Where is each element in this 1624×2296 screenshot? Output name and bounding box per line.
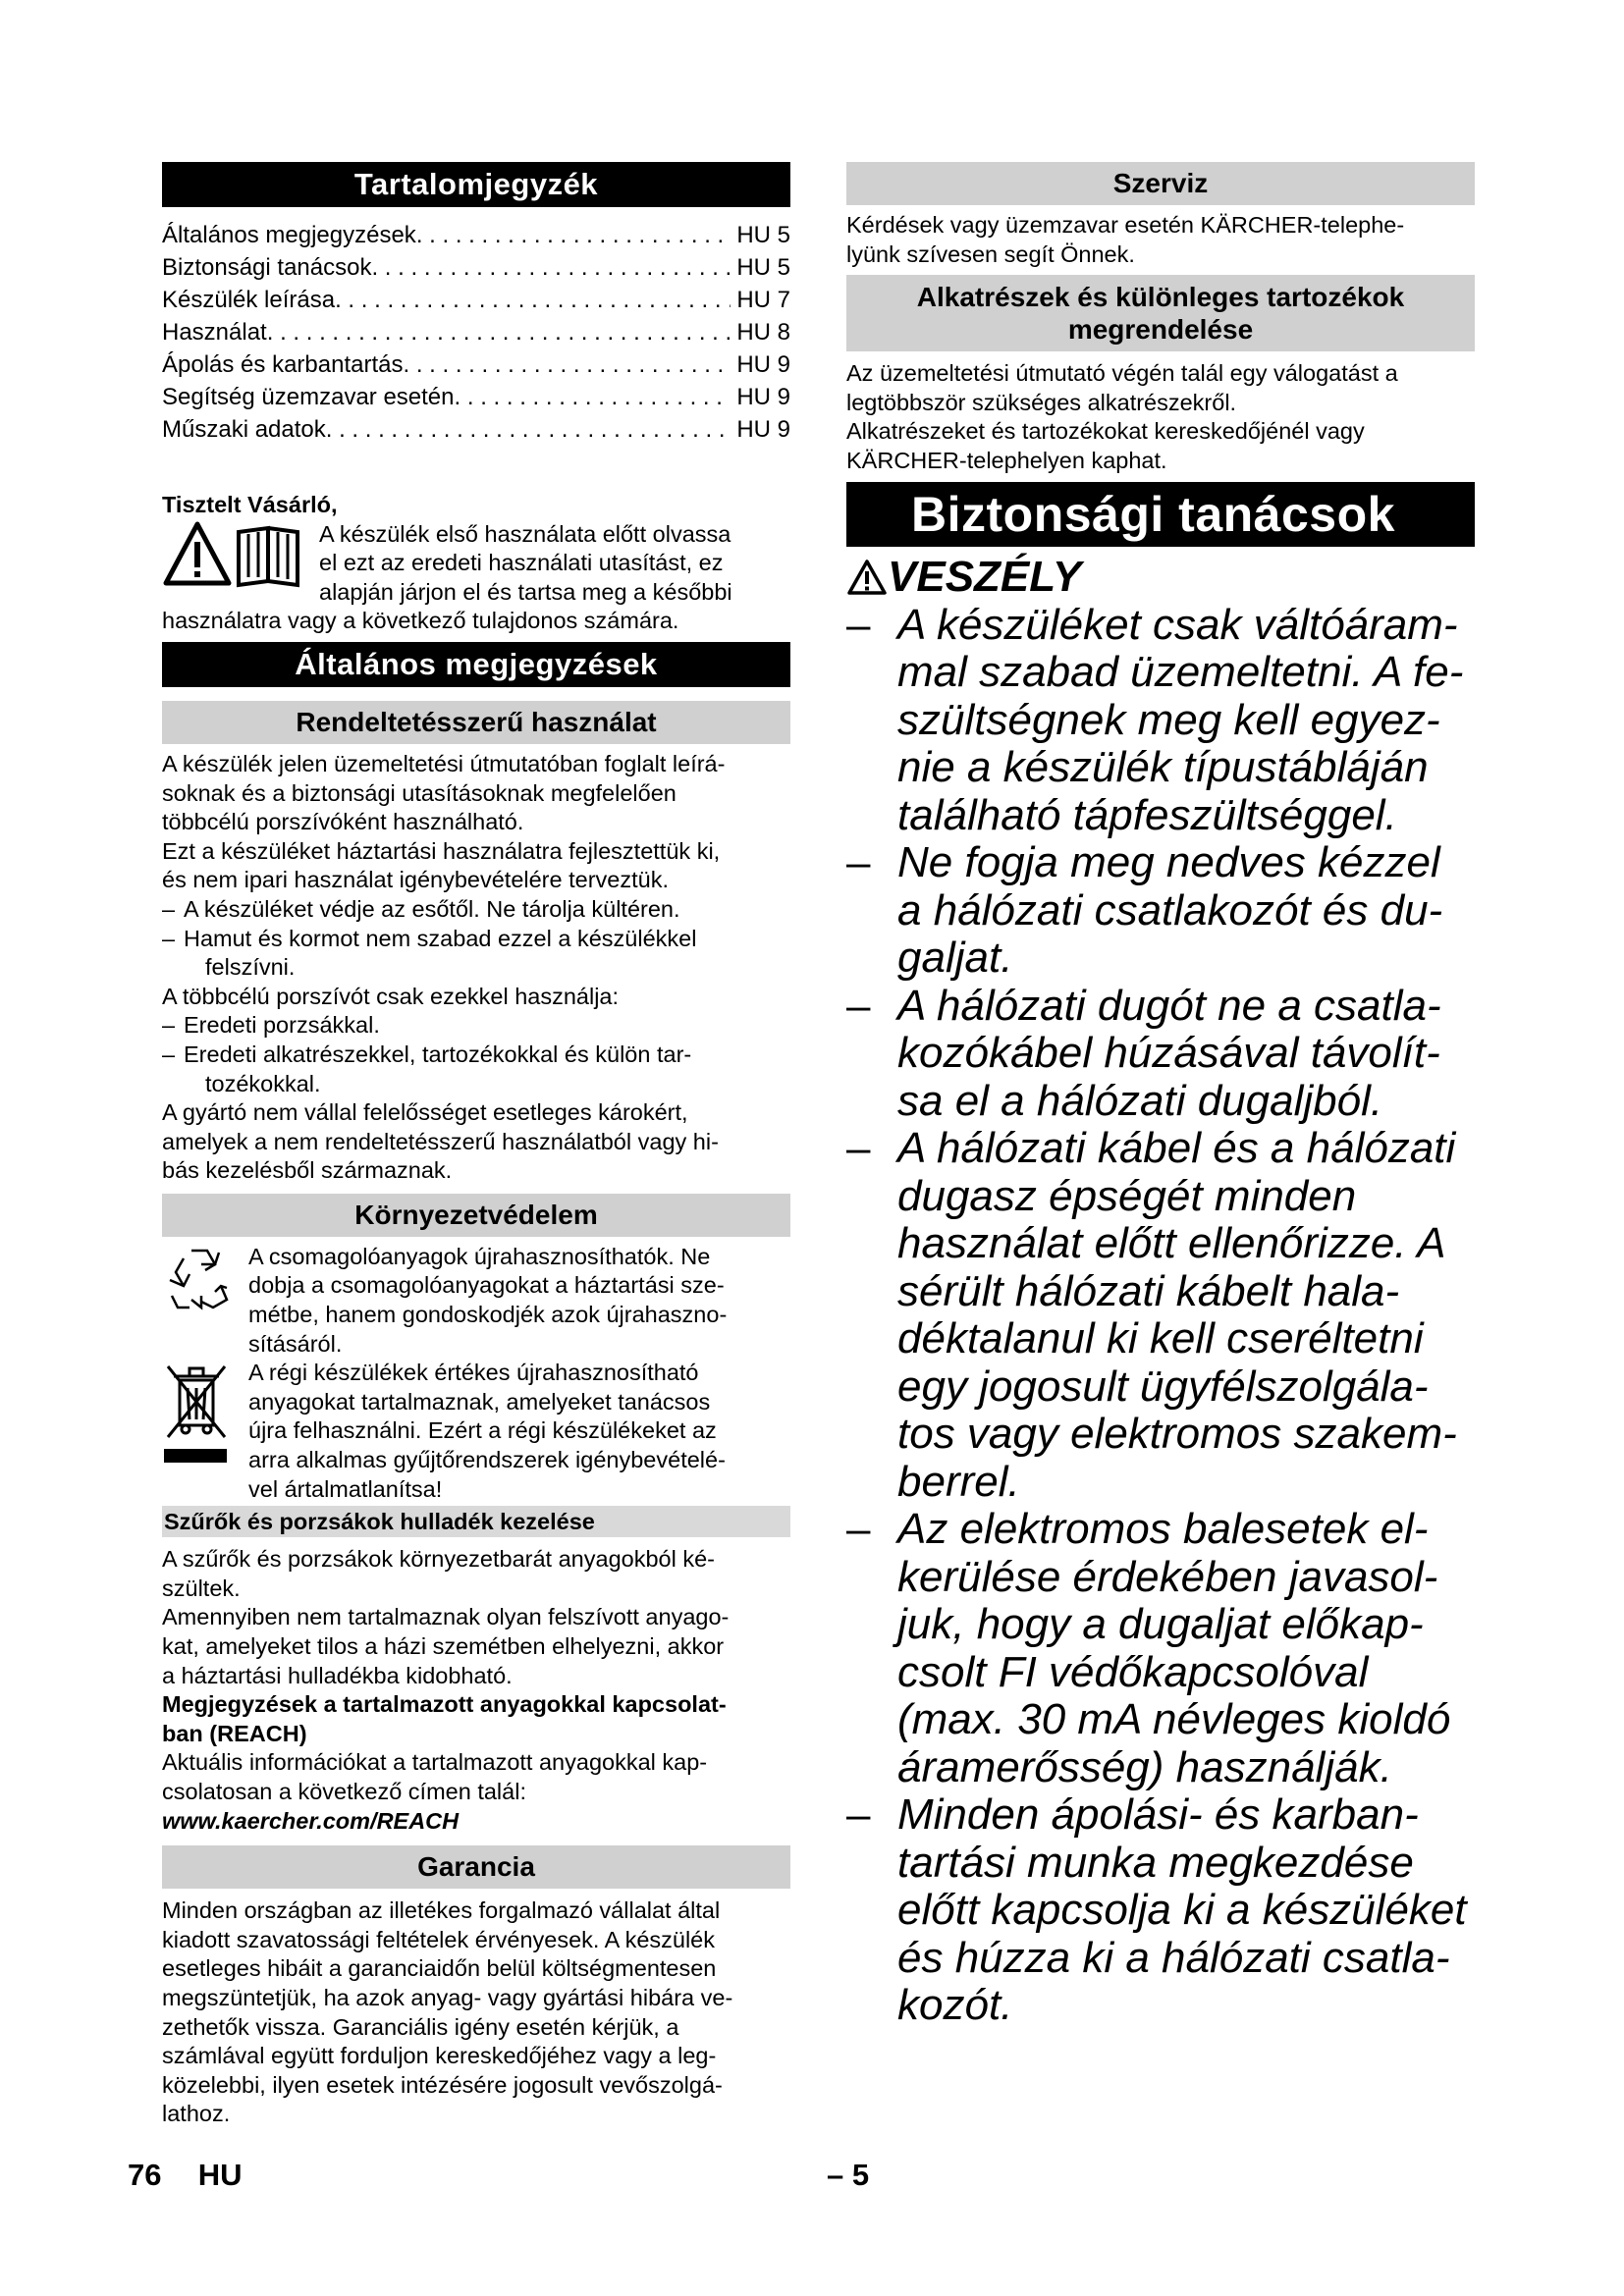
toc-entry-label: Készülék leírása [162, 287, 336, 313]
text-line: megszüntetjük, ha azok anyag- vagy gyártási hibára ve- [162, 1984, 733, 2010]
text-line: A többcélú porszívót csak ezekkel használja: [162, 983, 620, 1009]
toc-entry-page: HU 5 [736, 222, 790, 248]
danger-heading [846, 553, 1475, 602]
greeting [162, 491, 790, 636]
safety-line: a hálózati csatlakozót és du- [897, 885, 1443, 934]
filters-text [162, 1545, 790, 1836]
toc-title: Tartalomjegyzék [162, 162, 790, 207]
text-line: lathoz. [162, 2101, 231, 2127]
safety-line: csolt FI védőkapcsolóval [897, 1647, 1369, 1696]
greeting-line: alapján járjon el és tartsa meg a későbbi [319, 578, 732, 605]
reach-title: Megjegyzések a tartalmazott anyagokkal kapcsolat- [162, 1691, 727, 1718]
safety-line: Minden ápolási- és karban- [897, 1790, 1419, 1840]
recycle-icon [162, 1243, 248, 1359]
warranty-text [162, 1896, 790, 2129]
dash: – [846, 1505, 871, 1554]
toc-dots [335, 284, 731, 316]
toc-entry[interactable] [162, 284, 790, 316]
service-title: Szerviz [846, 162, 1475, 205]
text-line: szültek. [162, 1575, 241, 1601]
parts-title [846, 275, 1475, 351]
safety-item [846, 983, 1475, 1126]
safety-line: használat előtt ellenőrizze. A [897, 1219, 1446, 1268]
text-line: vel ártalmatlanítsa! [248, 1475, 443, 1502]
toc-entry-label: Általános megjegyzések [162, 222, 416, 248]
reach-title: ban (REACH) [162, 1720, 307, 1746]
text-line: Aktuális információkat a tartalmazott anyagokkal kap- [162, 1749, 708, 1776]
safety-line: Az elektromos balesetek el- [897, 1505, 1429, 1554]
safety-line: kerülése érdekében javasol- [897, 1552, 1438, 1601]
text-line: bás kezelésből származnak. [162, 1157, 453, 1184]
toc-list [162, 219, 790, 446]
toc-entry-label: Műszaki adatok [162, 416, 326, 443]
list-item: – A készüléket védje az esőtől. Ne tárolja kültéren. [162, 895, 680, 922]
safety-line: galjat. [897, 934, 1013, 983]
warranty-title: Garancia [162, 1845, 790, 1889]
text-line: KÄRCHER-telephelyen kaphat. [846, 447, 1167, 473]
safety-line: kozót. [897, 1981, 1013, 2030]
text-line: sításáról. [248, 1330, 343, 1357]
toc-dots [267, 316, 731, 348]
toc-entry-page: HU 9 [736, 384, 790, 410]
text-line: csolatosan a következő címen talál: [162, 1778, 526, 1804]
toc-entry-label: Segítség üzemzavar esetén [162, 384, 455, 410]
safety-line: található tápfeszültséggel. [897, 790, 1397, 839]
text-line: arra alkalmas gyűjtőrendszerek igénybevételé- [248, 1447, 726, 1473]
toc-entry-page: HU 9 [736, 351, 790, 378]
safety-list [846, 602, 1475, 2030]
text-line: Alkatrészeket és tartozékokat kereskedőjénél vagy [846, 418, 1365, 445]
safety-item [846, 602, 1475, 840]
greeting-line: A készülék első használata előtt olvassa [319, 520, 731, 547]
text-line: zethetők vissza. Garanciális igény esetén kérjük, a [162, 2013, 679, 2040]
text-line: anyagokat tartalmaznak, amelyeket tanácsos [248, 1388, 711, 1415]
greeting-last-line: használatra vagy a következő tulajdonos számára. [162, 608, 679, 634]
toc-dots [326, 413, 731, 446]
list-item: – Hamut és kormot nem szabad ezzel a készülékkel felszívni. [162, 925, 697, 981]
toc-entry[interactable] [162, 316, 790, 348]
footer-center: – 5 [827, 2158, 870, 2192]
footer-left [128, 2158, 243, 2193]
greeting-line: el ezt az eredeti használati utasítást, ez [319, 550, 724, 576]
toc-dots [371, 251, 731, 284]
toc-dots [403, 348, 731, 381]
list-item: – Eredeti alkatrészekkel, tartozékokkal és külön tar- tozékokkal. [162, 1041, 692, 1096]
text-line: és nem ipari használat igénybevételére terveztük. [162, 867, 669, 893]
text-line: amelyek a nem rendeltetésszerű használatból vagy hi- [162, 1128, 719, 1154]
dash: – [846, 1790, 871, 1840]
safety-line: Ne fogja meg nedves kézzel [897, 838, 1440, 887]
list-item: – Eredeti porzsákkal. [162, 1012, 380, 1039]
text-line: A készülék jelen üzemeltetési útmutatóban foglalt leírá- [162, 750, 726, 776]
safety-line: nie a készülék típustábláján [897, 743, 1429, 792]
toc-entry[interactable] [162, 413, 790, 446]
toc-entry[interactable] [162, 381, 790, 413]
text-line: közelebbi, ilyen esetek intézésére jogosult vevőszolgá- [162, 2071, 723, 2098]
toc-entry-label: Használat [162, 319, 267, 346]
service-text [846, 211, 1475, 269]
safety-line: egy jogosult ügyfélszolgála- [897, 1362, 1429, 1411]
toc-entry[interactable] [162, 348, 790, 381]
safety-line: kozókábel húzásával távolít- [897, 1029, 1440, 1078]
parts-title-line: megrendelése [1067, 314, 1254, 346]
filters-title: Szűrők és porzsákok hulladék kezelése [162, 1506, 790, 1537]
environment-p2 [248, 1359, 726, 1504]
text-line: A régi készülékek értékes újrahasznosítható [248, 1360, 699, 1386]
safety-line: (max. 30 mA névleges kioldó [897, 1695, 1451, 1744]
text-line: dobja a csomagolóanyagokat a háztartási sze- [248, 1272, 725, 1299]
safety-title: Biztonsági tanácsok [846, 482, 1475, 547]
safety-line: szültségnek meg kell egyez- [897, 695, 1440, 744]
environment-p1 [248, 1243, 727, 1359]
safety-item [846, 1125, 1475, 1506]
dash: – [846, 600, 871, 649]
toc-dots [416, 219, 731, 251]
safety-line: áramerősség) használják. [897, 1742, 1392, 1791]
safety-item [846, 1791, 1475, 2030]
toc-dots [455, 381, 731, 413]
text-line: kiadott szavatossági feltételek érvényesek. A készülék [162, 1926, 716, 1952]
greeting-title: Tisztelt Vásárló, [162, 492, 338, 517]
warning-icon [846, 559, 888, 596]
text-line: A gyártó nem vállal felelősséget esetleges károkért, [162, 1099, 688, 1126]
environment-title: Környezetvédelem [162, 1194, 790, 1237]
text-line: Minden országban az illetékes forgalmazó vállalat által [162, 1897, 721, 1924]
text-line: métbe, hanem gondoskodjék azok újrahaszno- [248, 1302, 728, 1328]
toc-entry-page: HU 9 [736, 416, 790, 443]
text-line: többcélú porszívóként használható. [162, 809, 524, 835]
safety-line: sérült hálózati kábelt hala- [897, 1266, 1400, 1315]
safety-item [846, 839, 1475, 983]
danger-label: VESZÉLY [888, 552, 1082, 601]
text-line: soknak és a biztonsági utasításoknak megfelelően [162, 779, 677, 806]
text-line: A csomagolóanyagok újrahasznosíthatók. Ne [248, 1243, 711, 1269]
safety-item [846, 1506, 1475, 1791]
text-line: számlával együtt forduljon kereskedőjéhez vagy a leg- [162, 2043, 717, 2069]
safety-line: juk, hogy a dugaljat előkap- [897, 1600, 1424, 1649]
safety-line: mal szabad üzemeltetni. A fe- [897, 648, 1464, 697]
text-line: kat, amelyeket tilos a házi szemétben elhelyezni, akkor [162, 1633, 725, 1659]
dash: – [846, 1124, 871, 1173]
safety-line: déktalanul ki kell cseréltetni [897, 1314, 1424, 1363]
text-line: újra felhasználni. Ezért a régi készülékeket az [248, 1417, 717, 1444]
text-line: Ezt a készüléket háztartási használatra fejlesztettük ki, [162, 837, 721, 864]
parts-title-line: Alkatrészek és különleges tartozékok [916, 282, 1405, 313]
toc-entry-page: HU 7 [736, 287, 790, 313]
safety-line: A hálózati dugót ne a csatla- [897, 981, 1441, 1030]
intended-use-title: Rendeltetésszerű használat [162, 701, 790, 744]
parts-text [846, 359, 1475, 475]
toc-entry-label: Biztonsági tanácsok [162, 254, 372, 281]
safety-line: tartási munka megkezdése [897, 1838, 1414, 1887]
text-line: legtöbbször szükséges alkatrészekről. [846, 389, 1237, 415]
safety-line: előtt kapcsolja ki a készüléket [897, 1886, 1467, 1935]
text-line: Amennyiben nem tartalmaznak olyan felszívott anyago- [162, 1604, 730, 1630]
dash: – [846, 981, 871, 1030]
warning-manual-icon [162, 520, 319, 603]
safety-line: berrel. [897, 1457, 1020, 1506]
intended-use-text [162, 750, 790, 1186]
left-column [162, 162, 790, 2129]
toc-entry-label: Ápolás és karbantartás [162, 351, 404, 378]
text-line: Az üzemeltetési útmutató végén talál egy válogatást a [846, 360, 1398, 387]
toc-entry[interactable] [162, 219, 790, 251]
toc-entry-page: HU 8 [736, 319, 790, 346]
text-line: lyünk szívesen segít Önnek. [846, 240, 1135, 267]
text-line: Kérdések vagy üzemzavar esetén KÄRCHER-telephe- [846, 212, 1405, 238]
text-line: esetleges hibáit a garanciaidőn belül költségmentesen [162, 1955, 717, 1982]
dash: – [846, 838, 871, 887]
right-column [846, 162, 1475, 2030]
text-line: A szűrők és porzsákok környezetbarát anyagokból ké- [162, 1546, 715, 1573]
general-title: Általános megjegyzések [162, 642, 790, 687]
text-line: a háztartási hulladékba kidobható. [162, 1662, 513, 1688]
safety-line: és húzza ki a hálózati csatla- [897, 1933, 1450, 1982]
toc-entry-page: HU 5 [736, 254, 790, 281]
safety-line: A hálózati kábel és a hálózati [897, 1124, 1456, 1173]
crossed-bin-icon [162, 1359, 248, 1504]
safety-line: tos vagy elektromos szakem- [897, 1410, 1457, 1459]
reach-link[interactable]: www.kaercher.com/REACH [162, 1807, 460, 1834]
page-number: 76 [128, 2158, 162, 2192]
toc-entry[interactable] [162, 251, 790, 284]
safety-line: A készüléket csak váltóáram- [897, 600, 1458, 649]
safety-line: sa el a hálózati dugaljból. [897, 1076, 1383, 1125]
safety-line: dugasz épségét minden [897, 1171, 1357, 1220]
language-code: HU [197, 2158, 243, 2192]
